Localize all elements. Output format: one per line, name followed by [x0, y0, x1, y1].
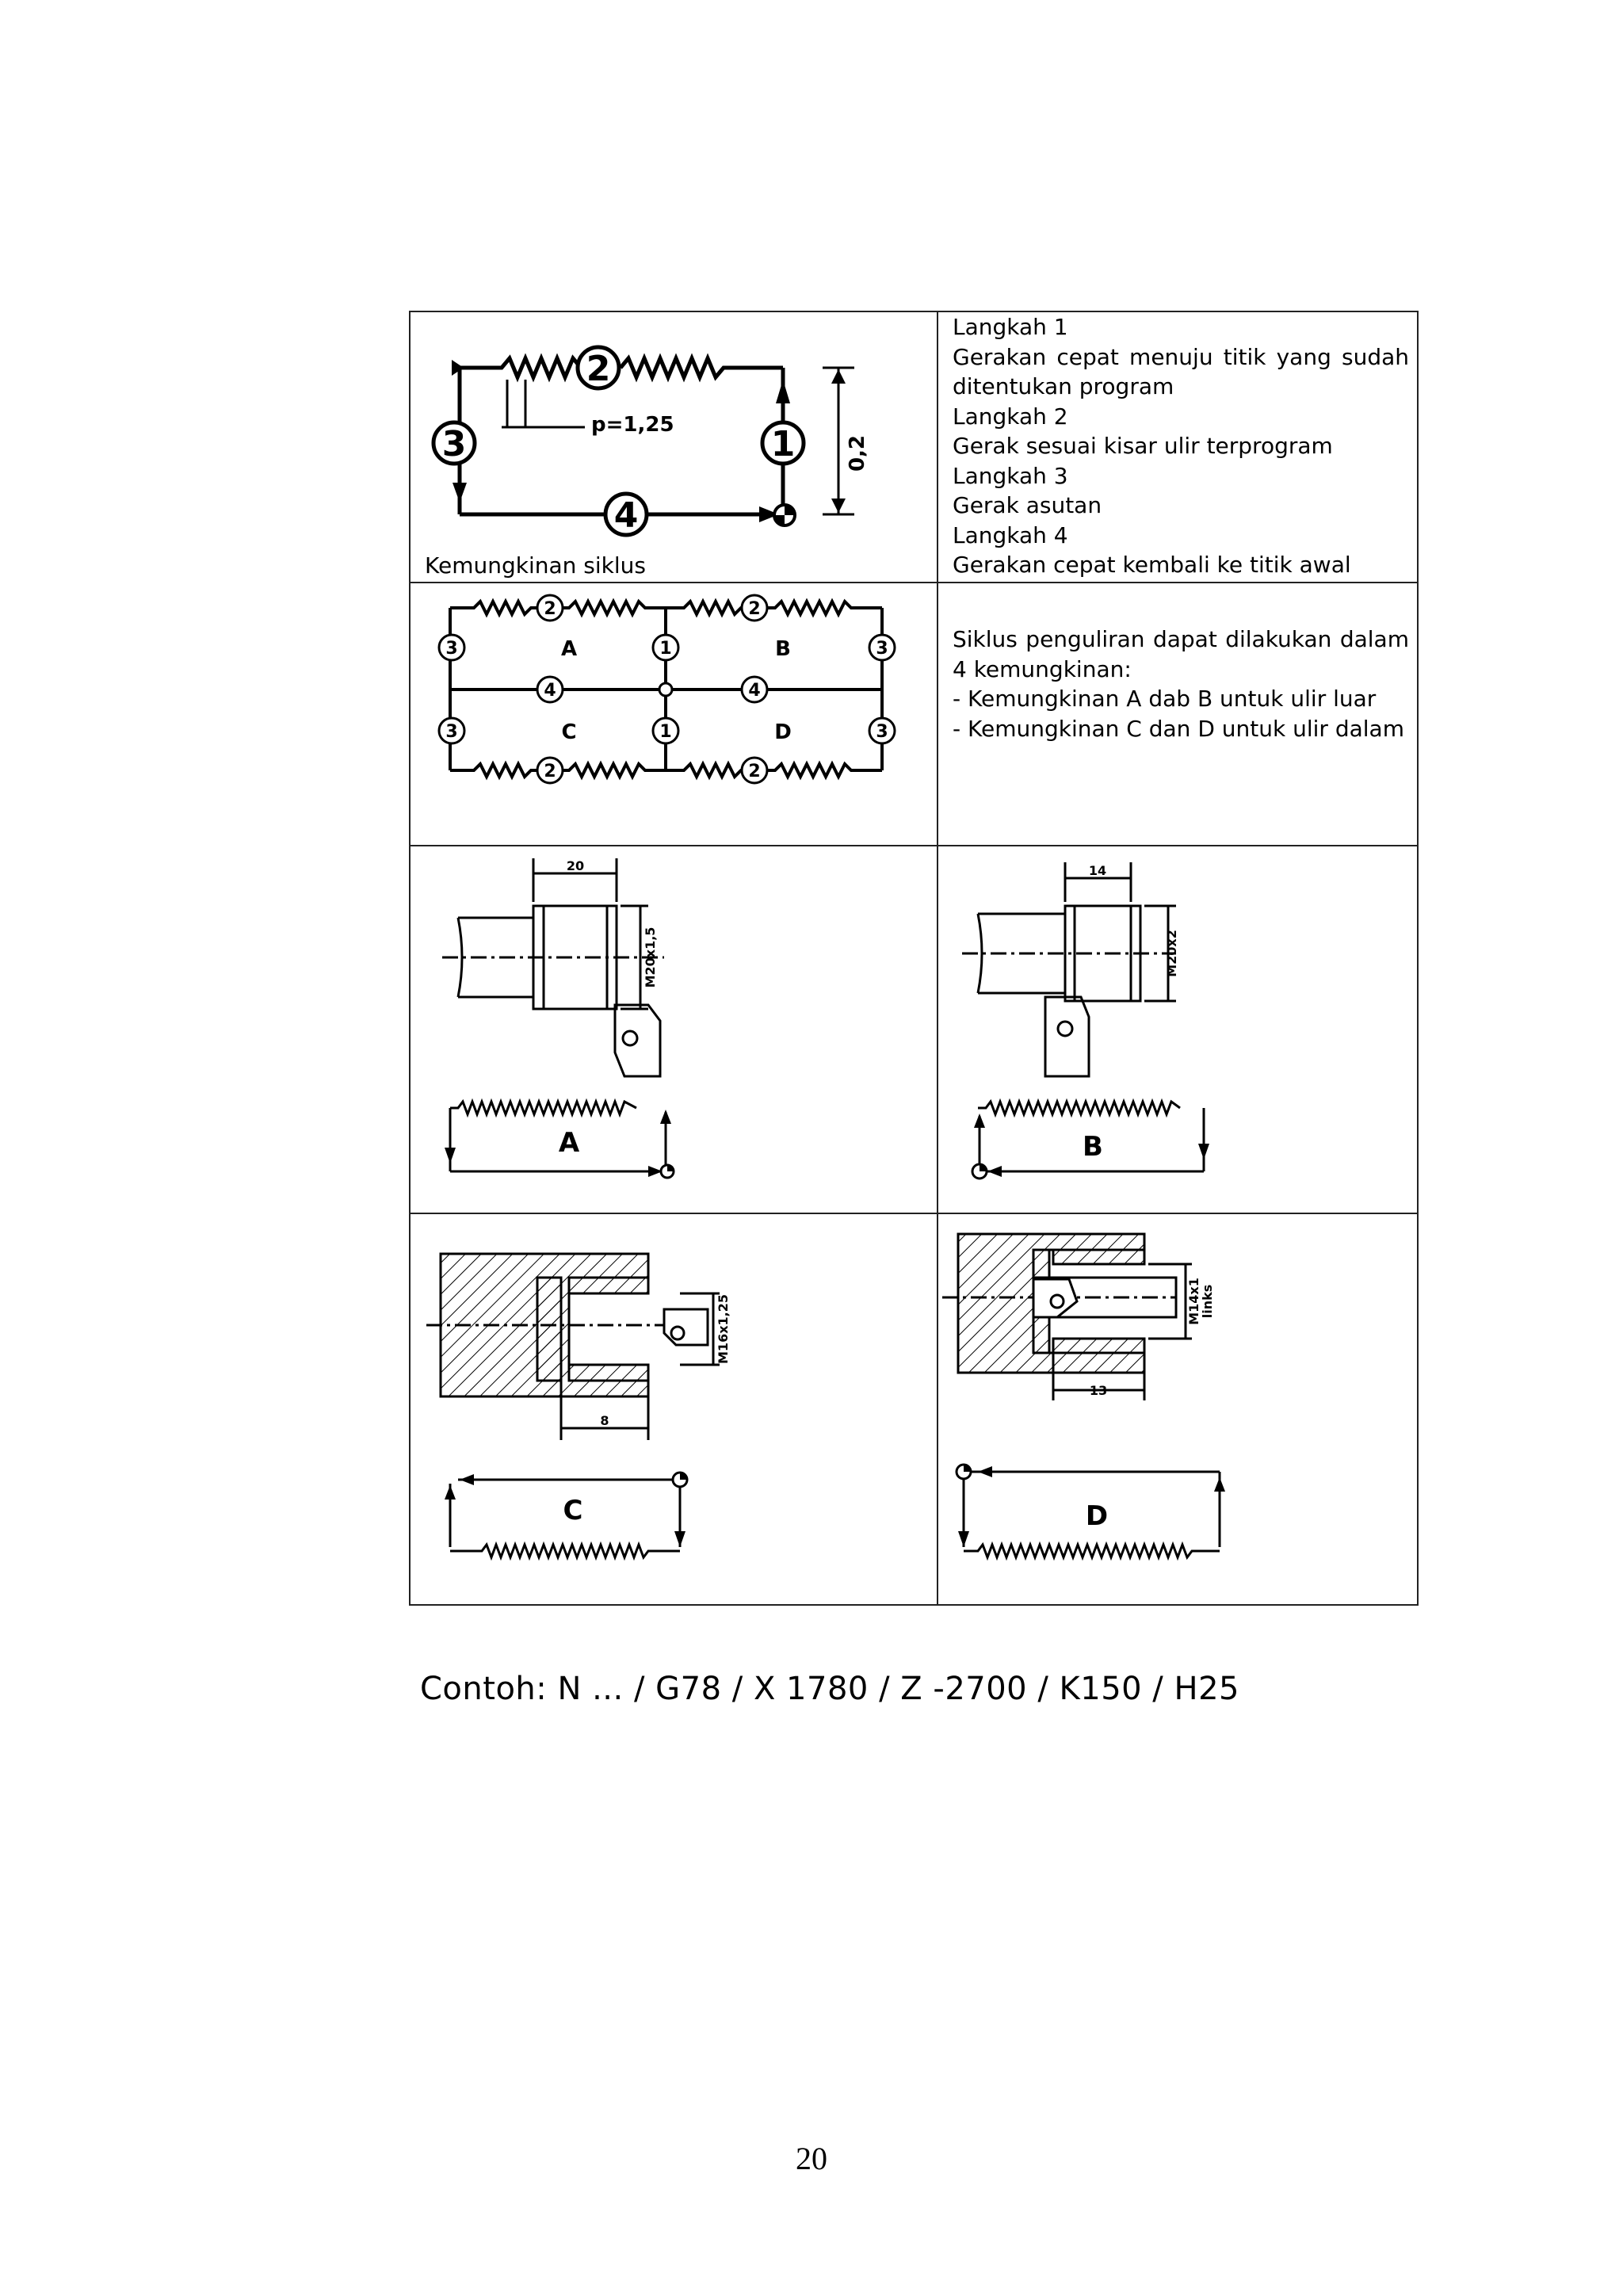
example-a-thread: M20x1,5: [643, 926, 658, 988]
marker-2: 2: [586, 349, 611, 389]
pitch-label: p=1,25: [591, 413, 674, 437]
svg-text:3: 3: [445, 639, 458, 659]
example-b-letter: B: [1083, 1131, 1103, 1163]
step-2-title: Langkah 2: [953, 403, 1068, 430]
thread-cycle-diagram: [411, 312, 934, 582]
svg-text:2: 2: [544, 762, 556, 781]
svg-text:3: 3: [876, 639, 888, 659]
step-2-desc: Gerak sesuai kisar ulir terprogram: [953, 433, 1333, 459]
possibilities-intro: Siklus penguliran dapat dilakukan dalam 4 kemungkinan:: [953, 626, 1409, 682]
steps-text: [938, 312, 1417, 580]
svg-text:2: 2: [544, 599, 556, 619]
example-a-letter: A: [558, 1127, 580, 1159]
example-d-dim: 13: [1089, 1383, 1108, 1398]
example-c-thread: M16x1,25: [716, 1294, 731, 1364]
step-3-title: Langkah 3: [953, 462, 1068, 489]
example-c-diagram: [411, 1214, 934, 1604]
example-d-thread: M14x1: [1186, 1278, 1201, 1325]
steps-cell: [938, 311, 1418, 583]
marker-1: 1: [770, 424, 796, 464]
four-possibilities-diagram: [411, 580, 934, 810]
page-number: 20: [796, 2141, 827, 2176]
svg-text:3: 3: [876, 722, 888, 742]
example-d-cell: [938, 1213, 1418, 1605]
svg-text:2: 2: [748, 599, 761, 619]
possibilities-figure-cell: [410, 552, 938, 846]
svg-text:4: 4: [544, 681, 556, 701]
example-b-thread: M20x2: [1164, 930, 1179, 977]
cycle-table: [409, 311, 1419, 1606]
example-d-diagram: [938, 1214, 1414, 1604]
quadrant-d: D: [774, 720, 792, 744]
example-a-diagram: [411, 846, 934, 1213]
possibilities-label: Kemungkinan siklus: [425, 552, 646, 579]
quadrant-c: C: [561, 720, 577, 744]
svg-text:1: 1: [659, 722, 672, 742]
example-c-cell: [410, 1213, 938, 1605]
svg-text:1: 1: [659, 639, 672, 659]
example-b-cell: [938, 846, 1418, 1213]
quadrant-a: A: [560, 637, 578, 661]
depth-label: 0,2: [846, 434, 869, 472]
svg-text:4: 4: [748, 681, 761, 701]
possibility-ab: - Kemungkinan A dab B untuk ulir luar: [953, 686, 1377, 712]
marker-4: 4: [613, 495, 639, 536]
example-b-diagram: [938, 846, 1414, 1213]
cycle-figure-cell: [410, 311, 938, 583]
step-4-title: Langkah 4: [953, 521, 1068, 548]
example-d-thread-dir: links: [1200, 1284, 1215, 1319]
example-code: Contoh: N ... / G78 / X 1780 / Z -2700 / K150 / H25: [420, 1671, 1239, 1707]
example-b-dim: 14: [1088, 863, 1107, 878]
svg-text:3: 3: [445, 722, 458, 742]
quadrant-b: B: [775, 637, 791, 661]
svg-text:2: 2: [748, 762, 761, 781]
step-1-desc: Gerakan cepat menuju titik yang sudah ditentukan program: [953, 343, 1409, 399]
step-4-desc: Gerakan cepat kembali ke titik awal: [953, 552, 1351, 578]
possibilities-text-cell: [938, 583, 1418, 846]
example-a-cell: [410, 846, 938, 1213]
example-d-letter: D: [1085, 1500, 1109, 1532]
possibility-cd: - Kemungkinan C dan D untuk ulir dalam: [953, 715, 1404, 742]
step-3-desc: Gerak asutan: [953, 492, 1102, 518]
marker-3: 3: [441, 424, 467, 464]
example-a-dim: 20: [566, 858, 585, 873]
example-c-dim: 8: [600, 1413, 609, 1428]
possibilities-text: [938, 583, 1417, 743]
step-1-title: Langkah 1: [953, 314, 1068, 340]
example-c-letter: C: [563, 1495, 583, 1526]
